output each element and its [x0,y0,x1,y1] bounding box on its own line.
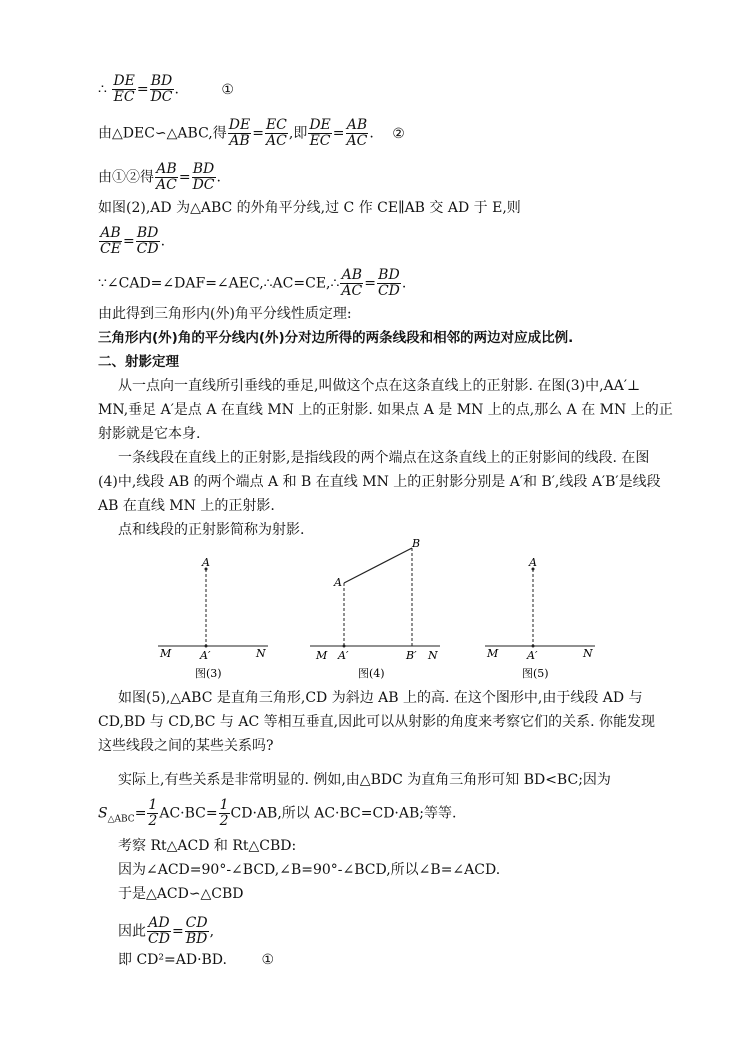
fraction: $\frac{AB}{CE}$ [100,225,121,257]
point-aprime [343,645,346,648]
fraction: $\frac{1}{2}$ [148,797,158,829]
label-m: M [487,647,499,660]
label-aprime: A′ [200,649,211,662]
paragraph-4-line-1: 如图(5),△ABC 是直角三角形,CD 为斜边 AB 上的高. 在这个图形中,由于线段 AD 与 [118,690,643,706]
paragraph-4-line-2: CD,BD 与 CD,BC 与 AC 等相互垂直,因此可以从射影的角度来考察它们的关系. 你能发现 [98,714,655,730]
label-a: A [334,576,342,589]
label-aprime: A′ [338,649,349,662]
segment-ab [344,548,412,583]
figure-4 [310,537,440,680]
fraction: $\frac{AB}{AC}$ [346,117,368,149]
fraction: $\frac{CD}{BD}$ [185,915,208,947]
formula-line-5: $\frac{AB}{CE}$ = $\frac{BD}{CD}$ . [100,225,166,257]
fraction: $\frac{EC}{AC}$ [265,117,287,149]
paragraph-1-line-1: 从一点向一直线所引垂线的垂足,叫做这个点在这条直线上的正射影. 在图(3)中,AA′⊥ [118,378,641,394]
equation-marker: ① [221,81,234,98]
paragraph-5-line-2: $S_{\triangle ABC}=$ $\frac{1}{2}$ AC·BC= $\frac{1}{2}$ CD·AB,所以 AC·BC=CD·AB;等等. [98,797,457,829]
paragraph-6: 考察 Rt△ACD 和 Rt△CBD: [118,838,297,854]
paragraph-7: 因为∠ACD=90°-∠BCD,∠B=90°-∠BCD,所以∠B=∠ACD. [118,862,501,878]
fraction: $\frac{1}{2}$ [219,797,229,829]
paragraph-10: 即 CD²=AD·BD. ① [118,952,274,968]
label-a: A [529,556,537,569]
paragraph-2-line-3: AB 在直线 MN 上的正射影. [98,498,275,514]
fraction: $\frac{AB}{AC}$ [156,161,177,193]
point-aprime [532,645,535,648]
label-a: A [202,556,210,569]
figure-5 [485,556,595,680]
formula-line-3: 由①②得 $\frac{AB}{AC}$ = $\frac{BD}{DC}$ . [98,161,221,193]
text-line-7: 由此得到三角形内(外)角平分线性质定理: [98,306,352,322]
formula-line-2: 由△DEC∽△ABC,得 $\frac{DE}{AB}$ = $\frac{EC}{AC}$ ,即 $\frac{DE}{EC}$ = $\frac{AB}{AC}$ . ② [98,117,405,149]
equation-marker: ② [392,125,405,142]
fraction: $\frac{AD}{CD}$ [148,915,170,947]
paragraph-5-line-1: 实际上,有些关系是非常明显的. 例如,由△BDC 为直角三角形可知 BD<BC;因为 [118,772,611,788]
caption: 图(5) [522,667,549,680]
paragraph-1-line-2: MN,垂足 A′是点 A 在直线 MN 上的正射影. 如果点 A 是 MN 上的点,那么 A 在 MN 上的正 [98,402,673,418]
fraction: $\frac{BD}{CD}$ [136,225,159,257]
theorem-statement: 三角形内(外)角的平分线内(外)分对边所得的两条线段和相邻的两边对应成比例. [98,330,574,346]
section-heading: 二、射影定理 [98,354,179,370]
paragraph-4-line-3: 这些线段之间的某些关系吗? [98,738,274,754]
paragraph-2-line-1: 一条线段在直线上的正射影,是指线段的两个端点在这条直线上的正射影间的线段. 在图 [118,450,650,466]
label-m: M [316,649,328,662]
caption: 图(3) [195,667,222,680]
label-aprime: A′ [527,649,538,662]
fraction: $\frac{BD}{CD}$ [377,267,400,299]
label-n: N [428,649,438,662]
paragraph-2-line-2: (4)中,线段 AB 的两个端点 A 和 B 在直线 MN 上的正射影分别是 A′和 B′,线段 A′B′是线段 [98,474,661,490]
label-bprime: B′ [406,649,417,662]
formula-line-1: ∴ $\frac{DE}{EC}$ = $\frac{BD}{DC}$ . ① [98,73,234,105]
formula-line-6: ∵∠CAD=∠DAF=∠AEC,∴AC=CE,∴ $\frac{AB}{AC}$ = $\frac{BD}{CD}$ . [98,267,407,299]
label-m: M [160,647,172,660]
label-n: N [256,647,266,660]
fraction: $\frac{AB}{AC}$ [341,267,363,299]
text-line-4: 如图(2),AD 为△ABC 的外角平分线,过 C 作 CE∥AB 交 AD 于 E,则 [98,200,521,216]
label-n: N [583,647,593,660]
fraction: $\frac{BD}{DC}$ [192,161,215,193]
equation-marker: ① [261,952,274,968]
caption: 图(4) [358,667,385,680]
figures-3-4-5 [150,535,610,685]
paragraph-8: 于是△ACD∽△CBD [118,886,244,902]
fraction: $\frac{BD}{DC}$ [150,73,173,105]
fraction: $\frac{DE}{EC}$ [113,73,135,105]
fraction: $\frac{DE}{EC}$ [309,117,331,149]
fraction: $\frac{DE}{AB}$ [228,117,251,149]
paragraph-3: 点和线段的正射影简称为射影. [118,522,305,538]
figure-3 [158,556,268,680]
label-b: B [412,537,421,550]
paragraph-9: 因此 $\frac{AD}{CD}$ = $\frac{CD}{BD}$ , [118,915,215,947]
point-aprime [205,645,208,648]
paragraph-1-line-3: 射影就是它本身. [98,426,201,442]
therefore-symbol: ∴ [98,81,107,98]
